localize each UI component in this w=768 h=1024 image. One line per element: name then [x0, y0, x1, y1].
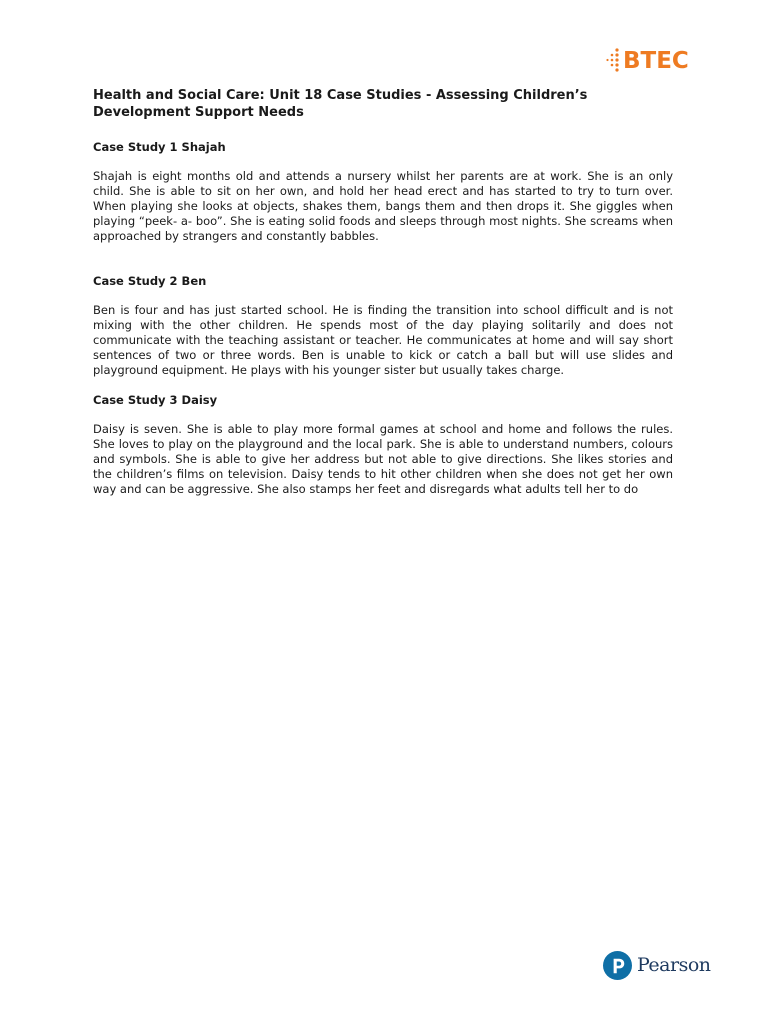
pearson-logo-text: Pearson — [637, 954, 711, 976]
case-study-2-heading: Case Study 2 Ben — [93, 274, 207, 288]
btec-dots-icon — [605, 46, 621, 76]
btec-logo-text: BTEC — [623, 48, 689, 74]
case-study-3-text: Daisy is seven. She is able to play more formal games at school and home and follows the rules. She loves to play on the playground and the local park. She is able to understand numbers, colours and symbols. She is able to give her address but not able to give directions. She likes stories and the children’s films on television. Daisy tends to hit other children when she does not get her own way and can be aggressive. She also stamps her feet and disregards what adults tell her to do — [93, 422, 673, 496]
case-study-3-heading: Case Study 3 Daisy — [93, 393, 218, 407]
pearson-mark-icon — [603, 951, 632, 980]
case-study-2-text: Ben is four and has just started school. He is finding the transition into school difficult and is not mixing with the other children. He spends most of the day playing solitarily and does not communicate with the teaching assistant or teacher. He communicates at home and will say short sentences of two or three words. Ben is unable to kick or catch a ball but will use slides and playground equipment. He plays with his younger sister but usually takes charge. — [93, 303, 673, 377]
document-body — [93, 87, 673, 497]
btec-logo — [605, 44, 689, 78]
pearson-logo — [603, 950, 711, 980]
page-title: Health and Social Care: Unit 18 Case Studies - Assessing Children’s Development Support Needs — [93, 88, 588, 120]
case-study-1-text: Shajah is eight months old and attends a nursery whilst her parents are at work. She is an only child. She is able to sit on her own, and hold her head erect and has started to try to turn over. When playing she looks at objects, shakes them, bangs them and then drops it. She giggles when playing “peek- a- boo”. She is eating solid foods and sleeps through most nights. She screams when approached by strangers and constantly babbles. — [93, 169, 673, 243]
case-study-1-heading: Case Study 1 Shajah — [93, 140, 226, 154]
